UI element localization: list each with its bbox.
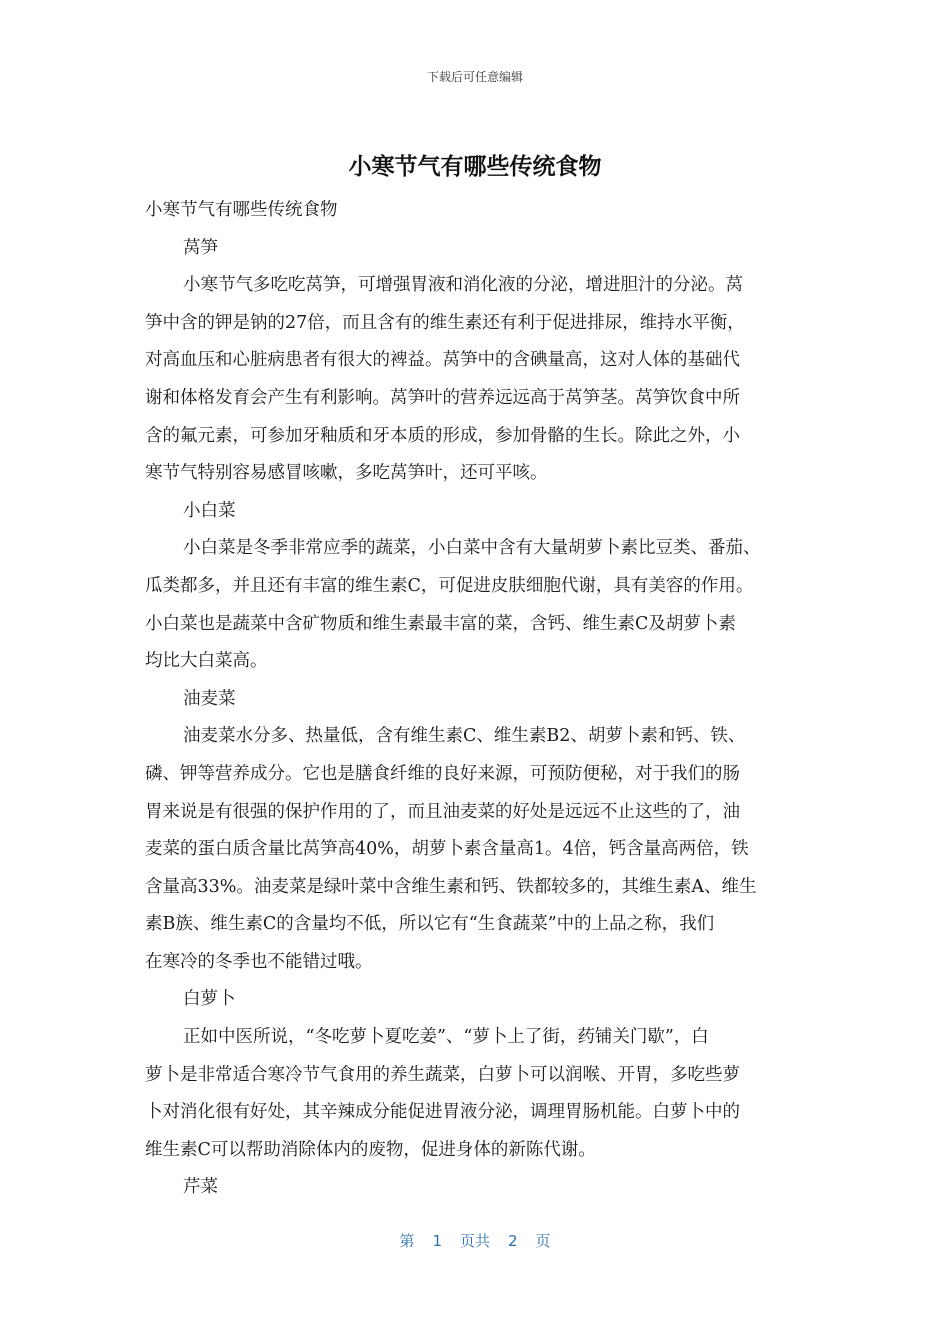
text-line: 磷、钾等营养成分。它也是膳食纤维的良好来源，可预防便秘，对于我们的肠: [145, 763, 740, 784]
text-line: 卜对消化很有好处，其辛辣成分能促进胃液分泌，调理胃肠机能。白萝卜中的: [145, 1102, 740, 1123]
text-line: 小寒节气有哪些传统食物: [145, 200, 338, 220]
text-line: 油麦菜: [183, 688, 236, 709]
footer-page-number: 1: [432, 1232, 442, 1250]
text-line: 维生素C可以帮助消除体内的废物，促进身体的新陈代谢。: [145, 1139, 596, 1160]
text-line: 芹菜: [183, 1177, 218, 1198]
document-body: [145, 192, 805, 1207]
text-line: 莴笋: [183, 237, 218, 258]
text-line: 素B族、维生素C的含量均不低，所以它有“生食蔬菜”中的上品之称，我们: [145, 914, 715, 935]
text-line: 对高血压和心脏病患者有很大的裨益。莴笋中的含碘量高，这对人体的基础代: [145, 350, 740, 371]
header-note: 下载后可任意编辑: [426, 70, 523, 84]
footer-middle: 页共: [459, 1232, 490, 1250]
text-line: 萝卜是非常适合寒冷节气食用的养生蔬菜，白萝卜可以润喉、开胃，多吃些萝: [145, 1064, 740, 1085]
footer-suffix: 页: [535, 1232, 551, 1250]
text-line: 小寒节气多吃吃莴笋，可增强胃液和消化液的分泌，增进胆汁的分泌。莴: [183, 275, 743, 296]
document-title: 小寒节气有哪些传统食物: [348, 154, 602, 180]
text-line: 寒节气特别容易感冒咳嗽，多吃莴笋叶，还可平咳。: [145, 463, 548, 484]
text-line: 胃来说是有很强的保护作用的了，而且油麦菜的好处是远远不止这些的了，油: [145, 801, 740, 822]
text-line: 小白菜也是蔬菜中含矿物质和维生素最丰富的菜，含钙、维生素C及胡萝卜素: [145, 613, 736, 634]
text-line: 小白菜: [183, 500, 236, 521]
text-line: 在寒冷的冬季也不能错过哦。: [145, 951, 373, 972]
footer-prefix: 第: [399, 1232, 415, 1250]
page-footer: [0, 1230, 950, 1251]
text-line: 笋中含的钾是钠的27倍，而且含有的维生素还有利于促进排尿，维持水平衡，: [145, 312, 745, 333]
text-line: 白萝卜: [183, 989, 236, 1010]
text-line: 正如中医所说，“冬吃萝卜夏吃姜”、“萝卜上了街，药铺关门歇”，白: [183, 1027, 709, 1048]
text-line: 油麦菜水分多、热量低，含有维生素C、维生素B2、胡萝卜素和钙、铁、: [183, 726, 746, 747]
footer-total-pages: 2: [508, 1232, 518, 1250]
text-line: 含量高33%。油麦菜是绿叶菜中含维生素和钙、铁都较多的，其维生素A、维生: [145, 876, 757, 897]
text-line: 瓜类都多，并且还有丰富的维生素C，可促进皮肤细胞代谢，具有美容的作用。: [145, 575, 754, 596]
text-line: 含的氟元素，可参加牙釉质和牙本质的形成，参加骨骼的生长。除此之外，小: [145, 425, 740, 446]
text-line: 均比大白菜高。: [145, 651, 268, 672]
text-line: 谢和体格发育会产生有利影响。莴笋叶的营养远远高于莴笋茎。莴笋饮食中所: [145, 387, 740, 408]
text-line: 麦菜的蛋白质含量比莴笋高40%，胡萝卜素含量高1。4倍，钙含量高两倍，铁: [145, 839, 749, 860]
text-line: 小白菜是冬季非常应季的蔬菜，小白菜中含有大量胡萝卜素比豆类、番茄、: [183, 538, 761, 559]
